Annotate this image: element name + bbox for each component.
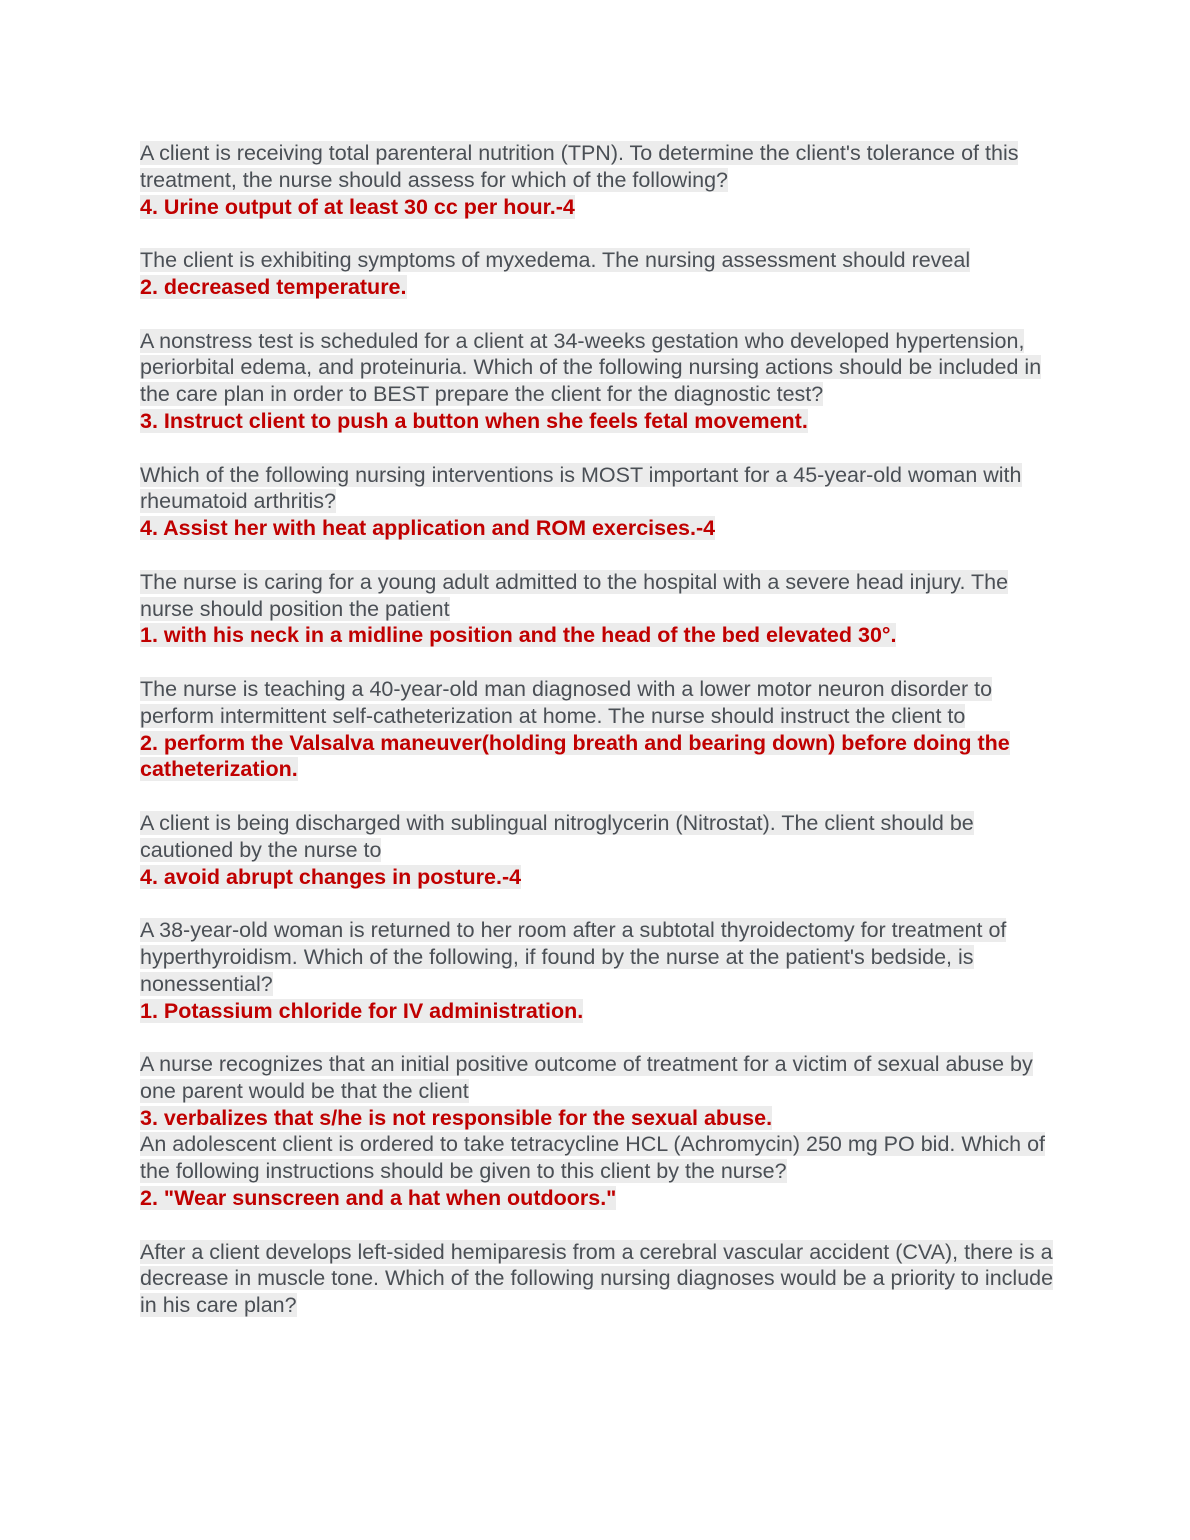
question-text: A nonstress test is scheduled for a client at 34-weeks gestation who developed hypertension, periorbital edema, and proteinuria. Which of the following nursing actions should be included in the care plan in order to BEST prepare the client for the diagnostic test? — [140, 328, 1042, 407]
question-text: The nurse is teaching a 40-year-old man diagnosed with a lower motor neuron disorder to perform intermittent self-catheterization at home. The nurse should instruct the client to — [140, 676, 993, 728]
answer-text: 2. "Wear sunscreen and a hat when outdoors." — [140, 1186, 617, 1211]
question-text: Which of the following nursing interventions is MOST important for a 45-year-old woman with rheumatoid arthritis? — [140, 462, 1022, 514]
question-text: A 38-year-old woman is returned to her room after a subtotal thyroidectomy for treatment of hyperthyroidism. Which of the following, if found by the nurse at the patient's bedside, is nonessential? — [140, 918, 1007, 996]
answer-text: 2. perform the Valsalva maneuver(holding breath and bearing down) before doing the catheterization. — [140, 730, 1010, 782]
answer-text: 1. Potassium chloride for IV administration. — [140, 998, 584, 1023]
document-page — [140, 140, 1055, 1319]
question-text: An adolescent client is ordered to take tetracycline HCL (Achromycin) 250 mg PO bid. Which of the following instructions should be given to this client by the nurse? — [140, 1132, 1045, 1184]
answer-text: 1. with his neck in a midline position and the head of the bed elevated 30°. — [140, 623, 897, 648]
question-text: A nurse recognizes that an initial positive outcome of treatment for a victim of sexual abuse by one parent would be that the client — [140, 1052, 1033, 1103]
question-text: A client is receiving total parenteral nutrition (TPN). To determine the client's tolerance of this treatment, the nurse should assess for which of the following? — [140, 141, 1019, 192]
question-text: A client is being discharged with sublingual nitroglycerin (Nitrostat). The client should be cautioned by the nurse to — [140, 810, 974, 862]
answer-text: 4. Assist her with heat application and ROM exercises.-4 — [140, 516, 716, 541]
question-text: After a client develops left-sided hemiparesis from a cerebral vascular accident (CVA), there is a decrease in muscle tone. Which of the following nursing diagnoses would be a priority to include in his care plan? — [140, 1239, 1054, 1318]
question-text: The nurse is caring for a young adult admitted to the hospital with a severe head injury. The nurse should position the patient — [140, 569, 1009, 621]
answer-text: 4. avoid abrupt changes in posture.-4 — [140, 864, 522, 889]
answer-text: 2. decreased temperature. — [140, 274, 407, 299]
question-text: The client is exhibiting symptoms of myxedema. The nursing assessment should reveal — [140, 248, 971, 273]
answer-text: 3. verbalizes that s/he is not responsible for the sexual abuse. — [140, 1105, 773, 1130]
answer-text: 4. Urine output of at least 30 cc per hour.-4 — [140, 194, 575, 219]
answer-text: 3. Instruct client to push a button when she feels fetal movement. — [140, 408, 808, 433]
